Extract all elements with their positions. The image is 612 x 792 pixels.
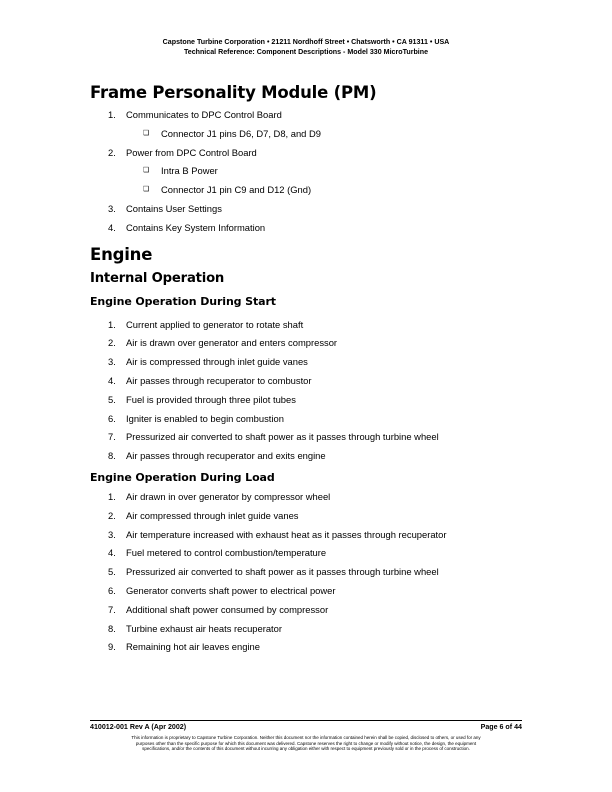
start-operation-heading: Engine Operation During Start (90, 294, 276, 308)
sub-list-item: ❏ Intra B Power (90, 162, 530, 181)
list-item: 8. Air passes through recuperator and exits engine (108, 450, 326, 462)
list-item: 5. Fuel is provided through three pilot tubes (108, 393, 296, 405)
document-id: 410012-001 Rev A (Apr 2002) (90, 723, 187, 731)
pm-list (90, 106, 530, 238)
document-body (90, 80, 530, 657)
load-steps-list (90, 488, 530, 657)
list-item: 8. Turbine exhaust air heats recuperator (108, 622, 282, 634)
list-item: 4. Fuel metered to control combustion/temperature (108, 547, 327, 559)
square-bullet-icon: ❏ (143, 167, 150, 175)
internal-operation-heading: Internal Operation (90, 270, 225, 286)
list-item: 1. Air drawn in over generator by compressor wheel (108, 490, 331, 502)
list-item: 3. Air temperature increased with exhaust heat as it passes through recuperator (108, 528, 447, 540)
proprietary-notice: This information is proprietary to Capstone Turbine Corporation. Neither this document nor the information contained herein shall be copied, disclosed to others, or used for any purposes other than the specific purpose for which this document was delivered. Capstone reserves the right to change or modify without notice, the design, the equipment specifications, and/or the contents of this document without incurring any obligation either with respect to equipment previously sold or in the process of construction. (131, 735, 481, 752)
footer-row (90, 721, 522, 733)
square-bullet-icon: ❏ (143, 186, 150, 194)
engine-heading: Engine (90, 244, 153, 264)
list-item: 4. Contains Key System Information (108, 221, 266, 233)
header-address: Capstone Turbine Corporation • 21211 Nordhoff Street • Chatsworth • CA 91311 • USA (162, 38, 450, 46)
sub-list-item: ❏ Connector J1 pins D6, D7, D8, and D9 (90, 125, 530, 144)
list-item: 2. Air is drawn over generator and enters compressor (108, 337, 338, 349)
page-number: Page 6 of 44 (480, 723, 522, 731)
start-steps-list (90, 316, 530, 466)
list-item: 1. Communicates to DPC Control Board (108, 109, 282, 120)
load-operation-heading: Engine Operation During Load (90, 470, 275, 484)
header-doc-title: Technical Reference: Component Descriptions - Model 330 MicroTurbine (183, 48, 429, 56)
list-item: 2. Air compressed through inlet guide vanes (108, 509, 299, 521)
sub-list-item: ❏ Connector J1 pin C9 and D12 (Gnd) (90, 181, 530, 200)
page-footer (90, 720, 522, 752)
page-header (0, 37, 612, 57)
list-item: 4. Air passes through recuperator to combustor (108, 374, 312, 386)
list-item: 9. Remaining hot air leaves engine (108, 641, 260, 653)
list-item: 1. Current applied to generator to rotate shaft (108, 318, 304, 330)
list-item: 7. Pressurized air converted to shaft power as it passes through turbine wheel (108, 431, 439, 443)
list-item: 3. Air is compressed through inlet guide vanes (108, 356, 308, 368)
list-item: 2. Power from DPC Control Board (108, 146, 257, 158)
list-item: 5. Pressurized air converted to shaft power as it passes through turbine wheel (108, 566, 439, 578)
list-item: 3. Contains User Settings (108, 202, 222, 214)
pm-heading: Frame Personality Module (PM) (90, 83, 377, 102)
list-item: 7. Additional shaft power consumed by compressor (108, 603, 329, 615)
square-bullet-icon: ❏ (143, 129, 150, 137)
list-item: 6. Igniter is enabled to begin combustion (108, 412, 284, 424)
list-item: 6. Generator converts shaft power to electrical power (108, 584, 336, 596)
